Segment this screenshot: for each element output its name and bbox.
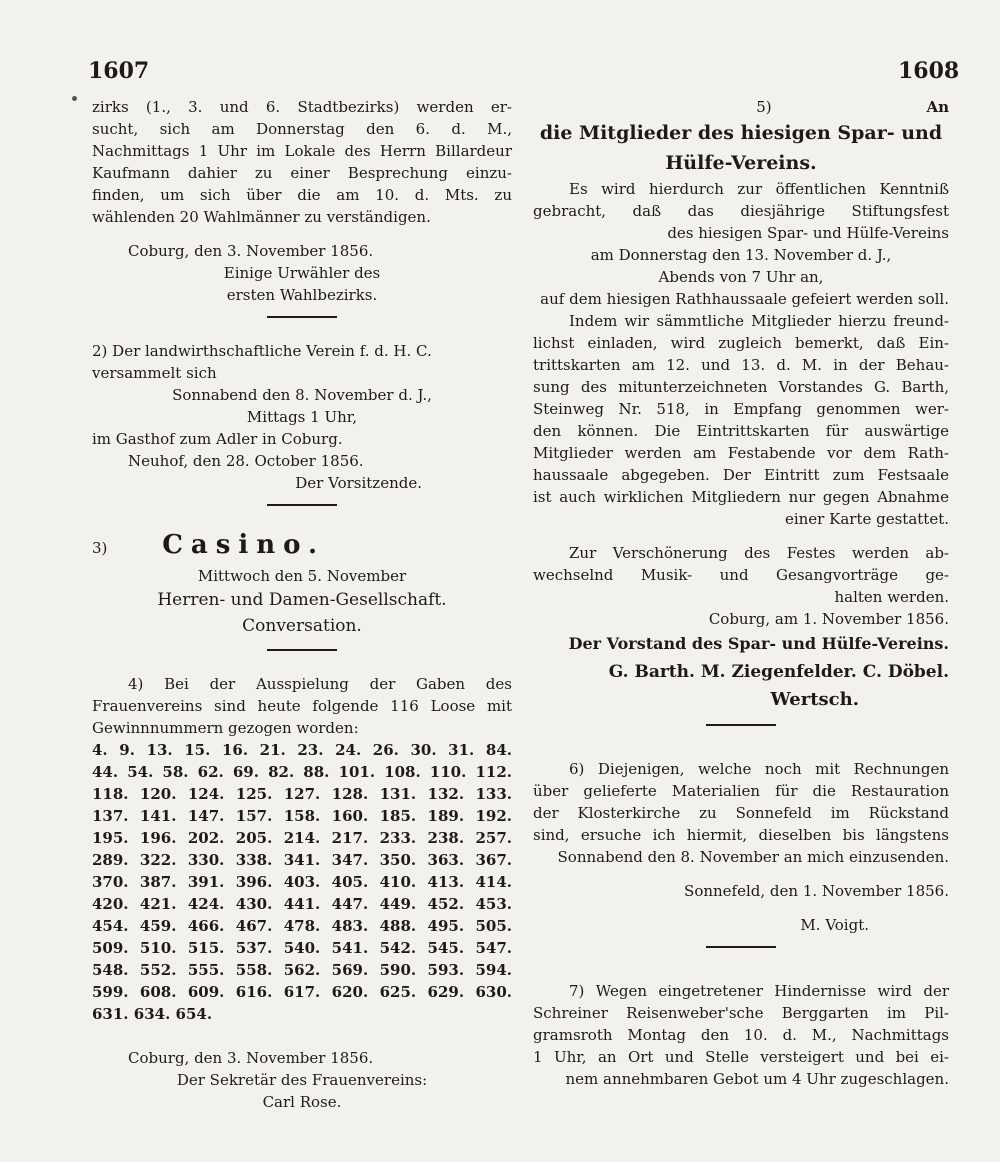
text-line: Nachmittags 1 Uhr im Lokale des Herrn Billardeur (92, 142, 512, 160)
text-line: wählenden 20 Wahlmänner zu verständigen. (92, 208, 431, 226)
text-line: gramsroth Montag den 10. d. M., Nachmittags (533, 1026, 949, 1044)
place-date: Sonnefeld, den 1. November 1856. (684, 882, 949, 900)
text-line: Conversation. (242, 616, 362, 636)
text-line: wechselnd Musik- und Gesangvorträge ge- (533, 566, 949, 584)
signature: Wertsch. (770, 689, 859, 710)
text-line: Kaufmann dahier zu einer Besprechung einzu- (92, 164, 512, 182)
winning-numbers-line: 118. 120. 124. 125. 127. 128. 131. 132. 133. (92, 785, 512, 803)
text-line: Sonnabend den 8. November an mich einzusenden. (557, 848, 949, 866)
winning-numbers-line: 44. 54. 58. 62. 69. 82. 88. 101. 108. 110. 112. (92, 763, 512, 781)
section-divider (267, 504, 337, 506)
text-line: des hiesigen Spar- und Hülfe-Vereins (667, 224, 949, 242)
signature: Einige Urwähler des (223, 264, 381, 282)
signature: Der Vorstand des Spar- und Hülfe-Vereins. (568, 634, 949, 653)
text-line: Steinweg Nr. 518, in Empfang genommen wer- (533, 400, 949, 418)
winning-numbers-line: 370. 387. 391. 396. 403. 405. 410. 413. 414. (92, 873, 512, 891)
text-line: nem annehmbaren Gebot um 4 Uhr zugeschlagen. (565, 1070, 949, 1088)
place-date: Coburg, den 3. November 1856. (128, 1049, 374, 1067)
text-line: halten werden. (834, 588, 949, 606)
signature: Der Vorsitzende. (295, 474, 422, 492)
text-line: den können. Die Eintrittskarten für auswärtige (533, 422, 949, 440)
text-line: Herren- und Damen-Gesellschaft. (157, 590, 447, 610)
text-line: Zur Verschönerung des Festes werden ab- (569, 544, 949, 562)
place-date: Coburg, am 1. November 1856. (708, 610, 949, 628)
text-line: Sonnabend den 8. November d. J., (172, 386, 432, 404)
winning-numbers-line: 289. 322. 330. 338. 341. 347. 350. 363. 367. (92, 851, 512, 869)
text-line: sind, ersuche ich hiermit, dieselben bis längstens (533, 826, 949, 844)
text-line: über gelieferte Materialien für die Restauration (533, 782, 949, 800)
text-line: Es wird hierdurch zur öffentlichen Kenntniß (569, 180, 949, 198)
text-line: sung des mitunterzeichneten Vorstandes G. Barth, (533, 378, 949, 396)
text-line: Mitglieder werden am Festabende vor dem Rath- (533, 444, 949, 462)
winning-numbers-line: 548. 552. 555. 558. 562. 569. 590. 593. 594. (92, 961, 512, 979)
signature: M. Voigt. (800, 916, 869, 934)
text-line: haussaale abgegeben. Der Eintritt zum Festsaale (533, 466, 949, 484)
text-line: der Klosterkirche zu Sonnefeld im Rückstand (533, 804, 949, 822)
section-divider (706, 946, 776, 948)
section-divider (267, 316, 337, 318)
winning-numbers-line: 509. 510. 515. 537. 540. 541. 542. 545. 547. (92, 939, 512, 957)
winning-numbers-line: 420. 421. 424. 430. 441. 447. 449. 452. 453. (92, 895, 512, 913)
section-divider (267, 649, 337, 651)
section-number: 3) (92, 539, 108, 557)
text-line: auf dem hiesigen Rathhaussaale gefeiert werden soll. (540, 290, 949, 308)
right-column (533, 96, 949, 1090)
section-number: 5) (756, 98, 772, 116)
left-column (92, 96, 512, 1113)
text-line: 6) Diejenigen, welche noch mit Rechnungen (569, 760, 949, 778)
signature: ersten Wahlbezirks. (226, 286, 378, 304)
text-line: einer Karte gestattet. (784, 510, 949, 528)
text-line: im Gasthof zum Adler in Coburg. (92, 430, 343, 448)
signature: Der Sekretär des Frauenvereins: (176, 1071, 428, 1089)
section-divider (706, 724, 776, 726)
notice-heading: Hülfe-Vereins. (665, 152, 817, 174)
page-number-right: 1608 (898, 58, 960, 84)
text-line: am Donnerstag den 13. November d. J., (590, 246, 892, 264)
place-date: Neuhof, den 28. October 1856. (128, 452, 364, 470)
text-line: sucht, sich am Donnerstag den 6. d. M., (92, 120, 512, 138)
signature: Carl Rose. (262, 1093, 342, 1111)
winning-numbers-line: 4. 9. 13. 15. 16. 21. 23. 24. 26. 30. 31. 84. (92, 741, 512, 759)
winning-numbers-line: 599. 608. 609. 616. 617. 620. 625. 629. 630. (92, 983, 512, 1001)
place-date: Coburg, den 3. November 1856. (128, 242, 374, 260)
text-line: Mittwoch den 5. November (197, 567, 407, 585)
page-number-left: 1607 (88, 58, 150, 84)
signature: G. Barth. M. Ziegenfelder. C. Döbel. (608, 662, 949, 682)
text-line: 4) Bei der Ausspielung der Gaben des (128, 675, 512, 693)
text-line: Gewinnnummern gezogen worden: (92, 719, 359, 737)
winning-numbers-line: 137. 141. 147. 157. 158. 160. 185. 189. 192. (92, 807, 512, 825)
text-line: lichst einladen, wird zugleich bemerkt, daß Ein- (533, 334, 949, 352)
text-line: gebracht, daß das diesjährige Stiftungsfest (533, 202, 949, 220)
notice-heading: die Mitglieder des hiesigen Spar- und (539, 122, 943, 144)
text-line: versammelt sich (92, 364, 217, 382)
text-line: zirks (1., 3. und 6. Stadtbezirks) werden er- (92, 98, 512, 116)
text-line: 2) Der landwirthschaftliche Verein f. d. H. C. (92, 342, 432, 360)
text-line: 7) Wegen eingetretener Hindernisse wird der (569, 982, 949, 1000)
winning-numbers-line: 195. 196. 202. 205. 214. 217. 233. 238. 257. (92, 829, 512, 847)
text-line: 1 Uhr, an Ort und Stelle versteigert und bei ei- (533, 1048, 949, 1066)
winning-numbers-line: 454. 459. 466. 467. 478. 483. 488. 495. 505. (92, 917, 512, 935)
text-line: finden, um sich über die am 10. d. Mts. zu (92, 186, 512, 204)
text-line: Abends von 7 Uhr an, (658, 268, 824, 286)
text-line: Mittags 1 Uhr, (246, 408, 358, 426)
text-line: ist auch wirklichen Mitgliedern nur gegen Abnahme (533, 488, 949, 506)
casino-title: Casino. (162, 530, 326, 560)
winning-numbers-line: 631. 634. 654. (92, 1005, 213, 1023)
text-line: Schreiner Reisenweber'sche Berggarten im Pil- (533, 1004, 949, 1022)
text-line: Frauenvereins sind heute folgende 116 Loose mit (92, 697, 512, 715)
address-line: An (926, 98, 949, 116)
text-line: trittskarten am 12. und 13. d. M. in der Behau- (533, 356, 949, 374)
text-line: Indem wir sämmtliche Mitglieder hierzu freund- (569, 312, 949, 330)
ink-dot (72, 96, 77, 101)
